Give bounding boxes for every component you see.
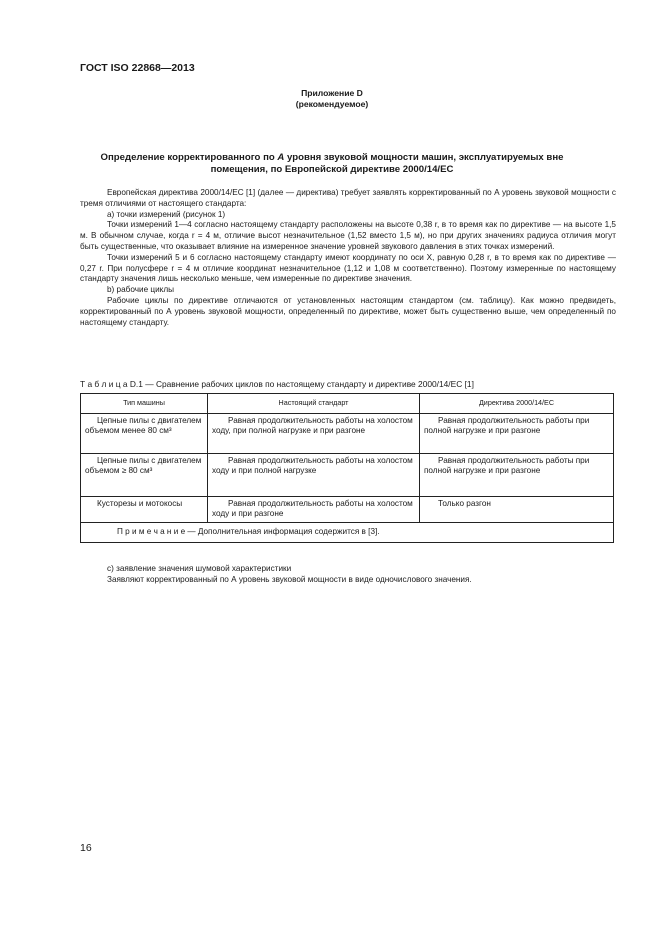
cell-directive: Равная продолжительность работы при полной нагрузке и при разгоне bbox=[420, 414, 614, 454]
cell-machine: Цепные пилы с двигателем объемом ≥ 80 см³ bbox=[81, 454, 208, 497]
header-directive: Директива 2000/14/ЕС bbox=[420, 394, 614, 414]
cell-directive: Только разгон bbox=[420, 497, 614, 523]
body-text bbox=[80, 188, 616, 328]
table-row bbox=[81, 497, 614, 523]
table-caption: Т а б л и ц а D.1 — Сравнение рабочих циклов по настоящему стандарту и директиве 2000/14/ЕС [1] bbox=[80, 379, 474, 389]
header-standard: Настоящий стандарт bbox=[208, 394, 420, 414]
section-title-part1: Определение корректированного по bbox=[100, 152, 278, 163]
header-machine-type: Тип машины bbox=[81, 394, 208, 414]
page-number: 16 bbox=[80, 842, 92, 854]
item-c: с) заявление значения шумовой характеристики bbox=[107, 564, 292, 573]
section-title-a: А bbox=[277, 152, 285, 163]
table-note-row bbox=[81, 523, 614, 543]
cell-standard: Равная продолжительность работы на холостом ходу и при разгоне bbox=[208, 497, 420, 523]
paragraph-points-5-6: Точки измерений 5 и 6 согласно настоящему стандарту имеют координату по оси X, равную 0,28 r, в то время как по директиве — 0,27 r. При полусфере r = 4 м отличие координат незначительное (1,12 и 1,08 м соответственно). Поэтому измеренные по настоящему стандарту значения лишь несколько меньше, чем измеренные по директиве значения. bbox=[80, 252, 616, 284]
paragraph-points-1-4: Точки измерений 1—4 согласно настоящему стандарту расположены на высоте 0,38 r, в то время как по директиве — на высоте 1,5 м. В обычном случае, когда r = 4 м, отличие высот незначительное (1,52 вместо 1,5 м), но при других значениях радиуса отличия могут быть существенные, что оказывает влияние на измеренное значение уровней звукового давления в этих точках измерений. bbox=[80, 220, 616, 251]
annex-status: (рекомендуемое) bbox=[295, 99, 369, 109]
table-note: П р и м е ч а н и е — Дополнительная информация содержится в [3]. bbox=[81, 523, 614, 543]
after-table-text bbox=[80, 563, 616, 585]
item-a: а) точки измерений (рисунок 1) bbox=[107, 209, 226, 219]
table-header-row bbox=[81, 394, 614, 414]
cell-directive: Равная продолжительность работы при полной нагрузке и при разгоне bbox=[420, 454, 614, 497]
table-row bbox=[81, 454, 614, 497]
table-row bbox=[81, 414, 614, 454]
cell-machine: Кусторезы и мотокосы bbox=[81, 497, 208, 523]
annex-heading bbox=[80, 88, 584, 110]
section-title-part2: уровня звуковой мощности машин, эксплуатируемых вне помещения, по Европейской директиве 2000/14/ЕС bbox=[210, 152, 564, 175]
paragraph-intro: Европейская директива 2000/14/ЕС [1] (далее — директива) требует заявлять корректированный по А уровень звуковой мощности с тремя отличиями от настоящего стандарта: bbox=[80, 188, 616, 208]
document-header: ГОСТ ISO 22868—2013 bbox=[80, 62, 195, 74]
cell-standard: Равная продолжительность работы на холостом ходу и при полной нагрузке bbox=[208, 454, 420, 497]
section-title bbox=[80, 152, 584, 176]
cell-standard: Равная продолжительность работы на холостом ходу, при полной нагрузке и при разгоне bbox=[208, 414, 420, 454]
item-b: b) рабочие циклы bbox=[107, 285, 174, 295]
annex-title: Приложение D bbox=[301, 88, 363, 98]
paragraph-declaration: Заявляют корректированный по А уровень звуковой мощности в виде одночислового значения. bbox=[107, 575, 472, 584]
comparison-table bbox=[80, 393, 614, 543]
cell-machine: Цепные пилы с двигателем объемом менее 80 см³ bbox=[81, 414, 208, 454]
paragraph-cycles: Рабочие циклы по директиве отличаются от установленных настоящим стандартом (см. таблицу). Как можно предвидеть, корректированный по А уровень звуковой мощности, определенный по директиве, может быть существенно выше, чем определенный по настоящему стандарту. bbox=[80, 295, 616, 327]
